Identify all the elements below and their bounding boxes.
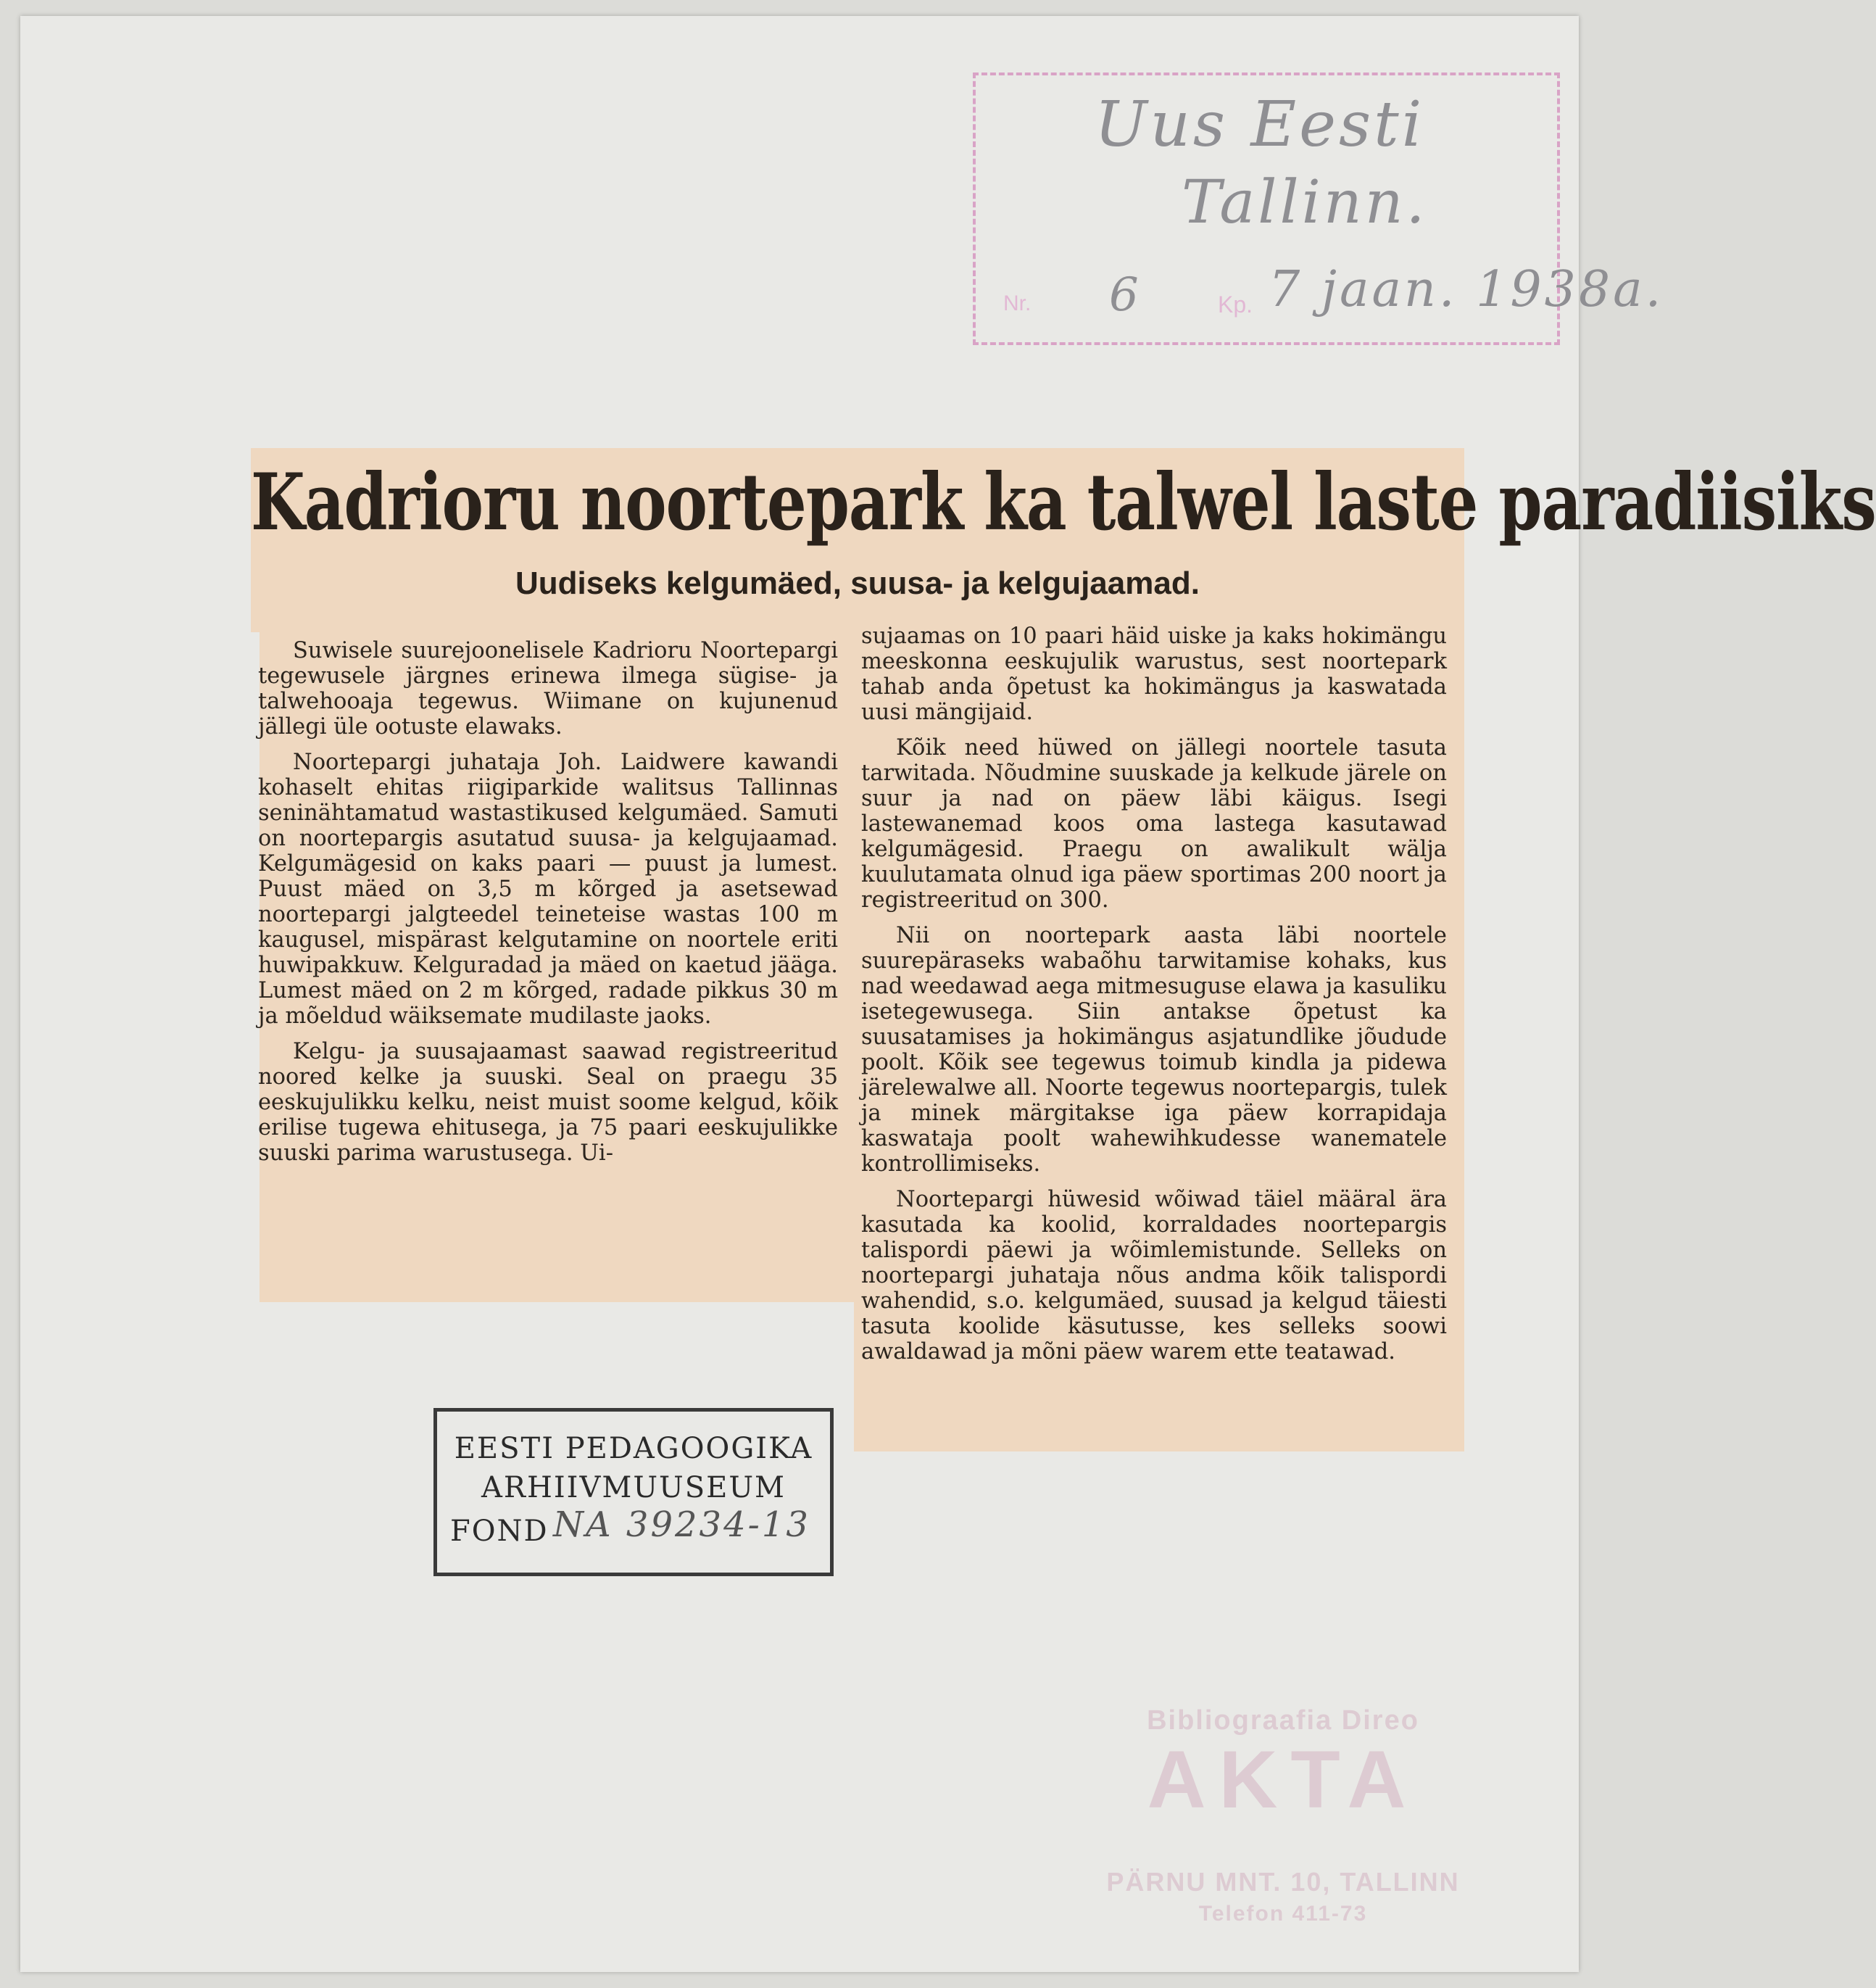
article-paragraph: Kelgu- ja suusajaamast saawad registreeritud noored kelke ja suuski. Seal on praegu 35 eeskujulikku kelku, neist muist soome kelgud, kõik erilise tugewa ehitusega, ja 75 paari eeskujulikke suuski parima warustusega. Ui- [258, 1039, 838, 1166]
akta-bureau-stamp [1073, 1705, 1493, 1926]
archive-stamp [433, 1408, 834, 1576]
article-paragraph: Noortepargi hüwesid wõiwad täiel määral ära kasutada ka koolid, korraldades noortepargis talispordi päewi ja wõimlemistunde. Selleks on noortepargi juhataja nõus andma kõik talispordi wahendid, s.o. kelgumäed, suusad ja kelgud täiesti tasuta koolide käsutusse, kes selleks soowi awaldawad ja mõni päew warem ette teatawad. [861, 1187, 1447, 1364]
article-headline: Kadrioru noortepark ka talwel laste paradiisiks [251, 457, 1876, 549]
article-subheadline: Uudiseks kelgumäed, suusa- ja kelgujaamad. [515, 566, 1200, 601]
handwritten-city: Tallinn. [1182, 168, 1428, 237]
akta-stamp-address: PÄRNU MNT. 10, TALLINN [1106, 1867, 1460, 1897]
archive-stamp-line1: EESTI PEDAGOOGIKA [454, 1432, 813, 1465]
label-date-caption: Kp. [1218, 291, 1253, 318]
handwritten-issue-date: 7 jaan. 1938a. [1269, 261, 1664, 318]
article-right-column [861, 624, 1447, 1375]
akta-stamp-phone: Telefon 411-73 [1198, 1902, 1368, 1926]
handwritten-newspaper-name: Uus Eesti [1095, 88, 1425, 161]
article-paragraph: Kõik need hüwed on jällegi noortele tasuta tarwitada. Nõudmine suuskade ja kelkude järele on suur ja nad on päew läbi käigus. Isegi lastewanemad koos oma lastega kasutawad kelgumägesid. Praegu on awalikult wälja kuulutamata olnud iga päew sportimas 200 noort ja registreeritud on 300. [861, 735, 1447, 913]
akta-stamp-name: AKTA [1147, 1734, 1419, 1825]
archive-stamp-fond-label: FOND [450, 1515, 549, 1548]
article-paragraph: Suwisele suurejoonelisele Kadrioru Noortepargi tegewusele järgnes erinewa ilmega sügise- ja talwehooaja tegewus. Wiimane on kujunenud jällegi üle ootuste elawaks. [258, 638, 838, 740]
article-paragraph: sujaamas on 10 paari häid uiske ja kaks hokimängu meeskonna eeskujulik warustus, sest noortepark tahab anda õpetust ka hokimängus ja kaswatada uusi mängijaid. [861, 624, 1447, 725]
akta-stamp-line1: Bibliograafia Direo [1147, 1705, 1419, 1736]
label-number-caption: Nr. [1003, 291, 1032, 315]
archive-stamp-fond-number: NA 39234-13 [553, 1504, 810, 1545]
article-left-column [258, 638, 838, 1176]
handwritten-issue-number: 6 [1109, 268, 1142, 322]
archive-stamp-line2: ARHIIVMUUSEUM [481, 1471, 786, 1504]
article-paragraph: Noortepargi juhataja Joh. Laidwere kawandi kohaselt ehitas riigiparkide walitsus Tallinnas seninähtamatud wastastikused kelgumäed. Samuti on noortepargis asutatud suusa- ja kelgujaamad. Kelgumägesid on kaks paari — puust ja lumest. Puust mäed on 3,5 m kõrged ja asetsewad noortepargi jalgteedel teineteise wastas 100 m kaugusel, mispärast kelgutamine on noortele eriti huwipakkuw. Kelguradad ja mäed on kaetud jääga. Lumest mäed on 2 m kõrged, radade pikkus 30 m ja mõeldud wäiksemate mudilaste jaoks. [258, 750, 838, 1029]
article-paragraph: Nii on noortepark aasta läbi noortele suurepäraseks wabaõhu tarwitamise kohaks, kus nad weedawad aega mitmesuguse elawa ja kasuliku isetegewusega. Siin antakse õpetust ka suusatamises ja hokimängus asjatundlike jõudude poolt. Kõik see tegewus toimub kindla ja pidewa järelewalwe all. Noorte tegewus noortepargis, tulek ja minek märgitakse iga päew korrapidaja kaswataja poolt wahewihkudesse wanematele kontrollimiseks. [861, 923, 1447, 1177]
